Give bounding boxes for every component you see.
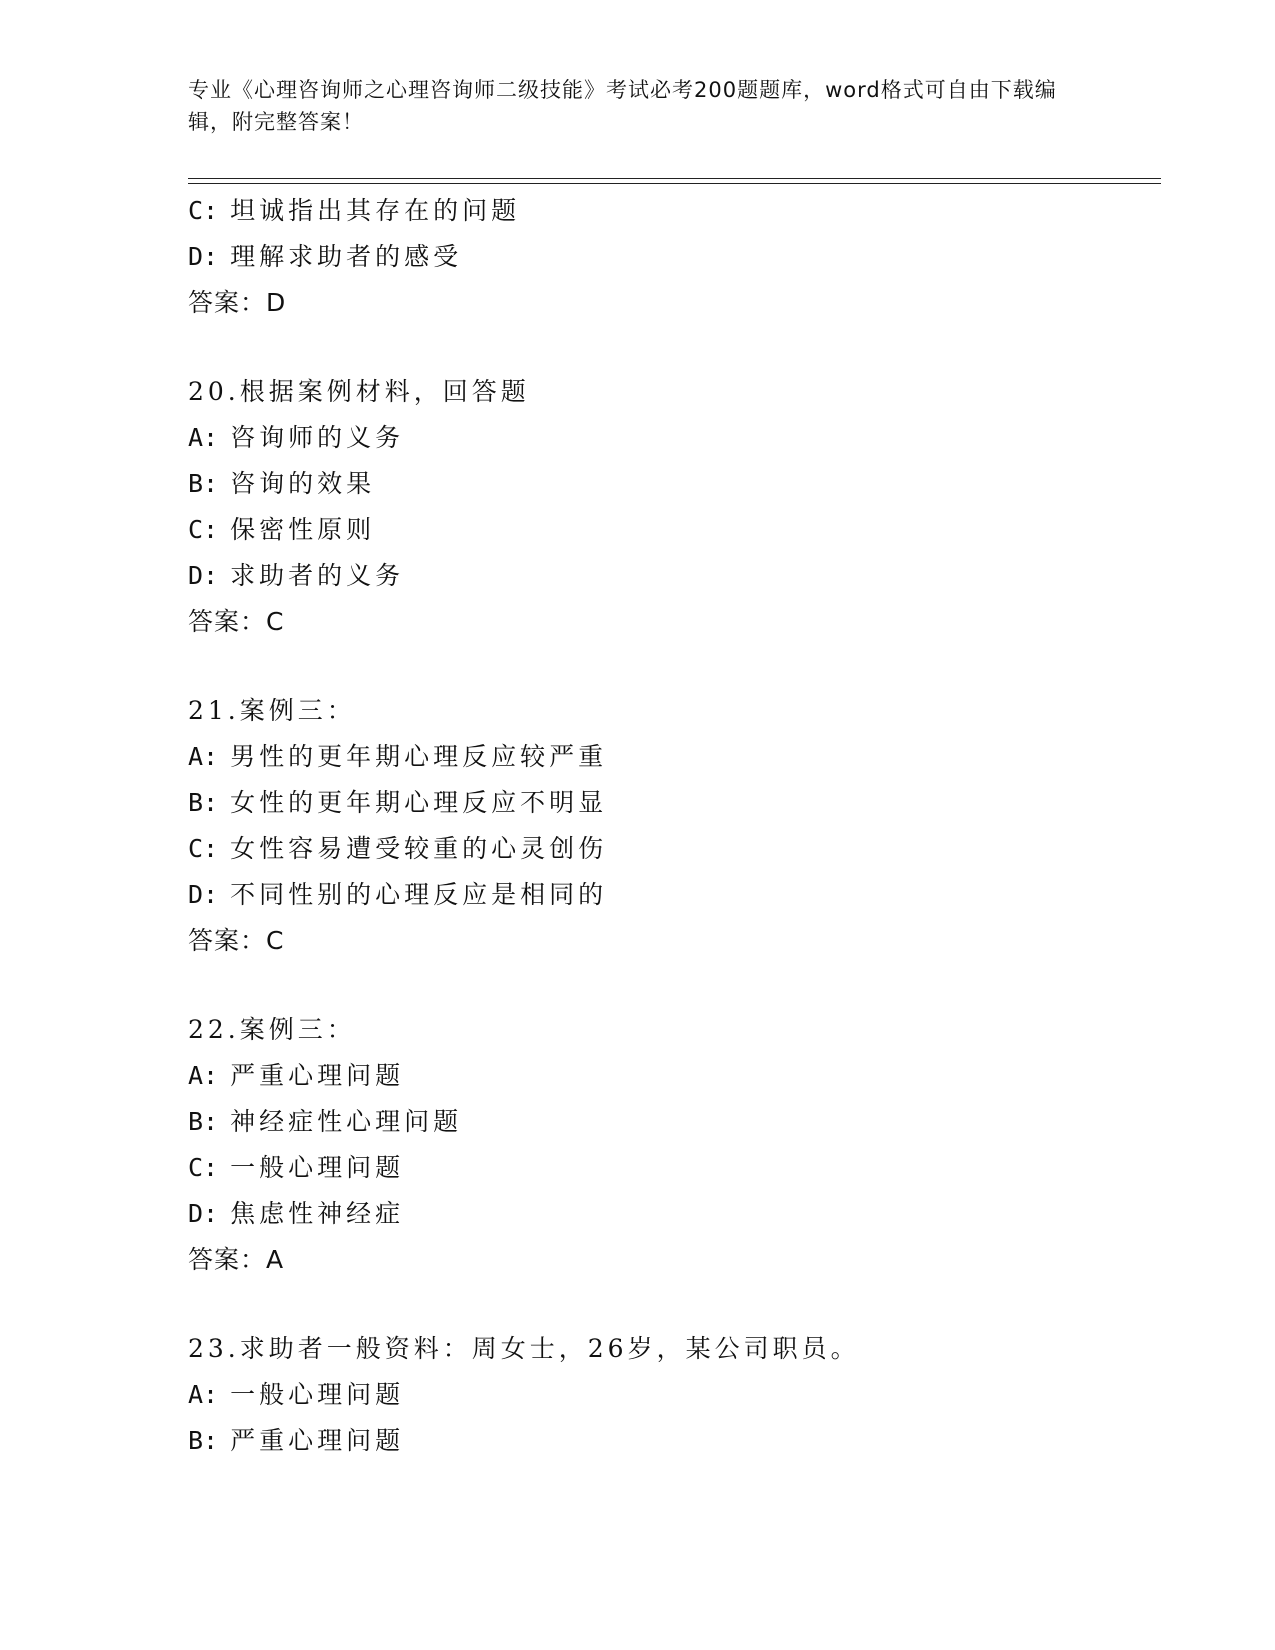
question-23 [188,1326,1148,1464]
option-b: B: 严重心理问题 [188,1426,405,1455]
answer-line: 答案：C [188,926,285,955]
header-divider-bottom [188,183,1161,184]
option-d: D: 求助者的义务 [188,561,405,590]
document-header: 专业《心理咨询师之心理咨询师二级技能》考试必考200题题库，word格式可自由下载编辑，附完整答案！ [188,78,1057,134]
question-list [188,188,1148,1464]
answer-line: 答案：C [188,607,285,636]
answer-line: 答案：A [188,1245,285,1274]
question-stem: 22.案例三： [188,1015,356,1044]
option-a: A: 男性的更年期心理反应较严重 [188,742,608,771]
option-c: C: 一般心理问题 [188,1153,405,1182]
question-20 [188,369,1148,645]
option-c: C: 女性容易遭受较重的心灵创伤 [188,834,608,863]
question-stem: 23.求助者一般资料：周女士，26岁，某公司职员。 [188,1334,860,1363]
option-b: B: 咨询的效果 [188,469,376,498]
header-divider-top [188,178,1161,179]
option-a: A: 严重心理问题 [188,1061,405,1090]
option-b: B: 神经症性心理问题 [188,1107,463,1136]
question-22 [188,1007,1148,1283]
question-21 [188,688,1148,964]
option-d: D: 焦虑性神经症 [188,1199,405,1228]
question-stem: 21.案例三： [188,696,356,725]
answer-line: 答案：D [188,288,287,317]
option-a: A: 一般心理问题 [188,1380,405,1409]
question-stem: 20.根据案例材料，回答题 [188,377,530,406]
question-fragment [188,188,1148,326]
option-c: C: 坦诚指出其存在的问题 [188,196,521,225]
option-d: D: 不同性别的心理反应是相同的 [188,880,608,909]
option-b: B: 女性的更年期心理反应不明显 [188,788,608,817]
option-d: D: 理解求助者的感受 [188,242,463,271]
option-a: A: 咨询师的义务 [188,423,405,452]
option-c: C: 保密性原则 [188,515,376,544]
